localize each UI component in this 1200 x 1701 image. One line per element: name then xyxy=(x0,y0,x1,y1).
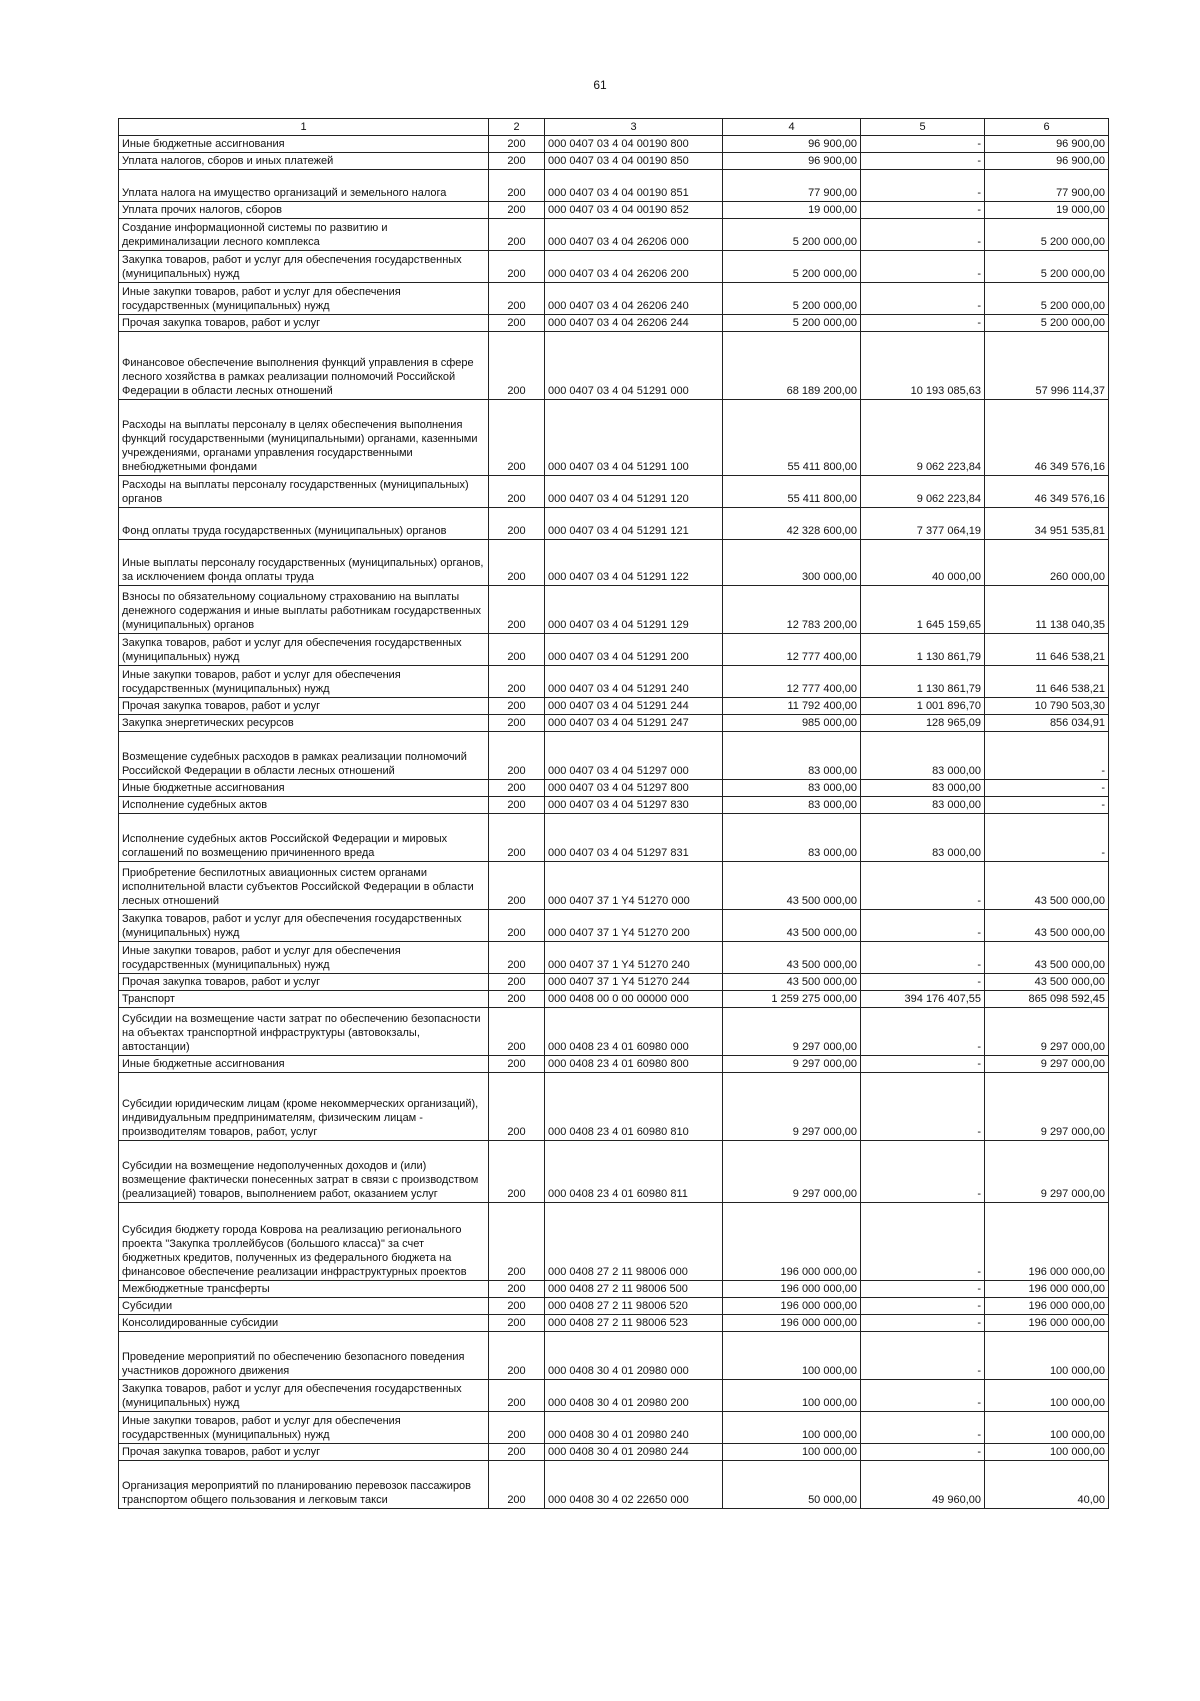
row-budget-line-cell: 000 0407 03 4 04 51291 247 xyxy=(545,715,723,732)
row-name-cell: Межбюджетные трансферты xyxy=(119,1281,489,1298)
row-column-6-cell: - xyxy=(985,797,1109,814)
row-code-cell: 200 xyxy=(489,715,545,732)
row-column-6-cell: 100 000,00 xyxy=(985,1332,1109,1380)
row-column-6-cell: 11 138 040,35 xyxy=(985,586,1109,634)
row-column-5-cell: - xyxy=(861,1444,985,1461)
row-code-cell: 200 xyxy=(489,780,545,797)
table-row xyxy=(119,715,1109,732)
row-code-cell: 200 xyxy=(489,1141,545,1203)
row-name-cell: Прочая закупка товаров, работ и услуг xyxy=(119,974,489,991)
row-name-cell: Взносы по обязательному социальному страхованию на выплаты денежного содержания и иные выплаты работникам государственных (муниципальных) органов xyxy=(119,586,489,634)
row-column-6-cell: - xyxy=(985,814,1109,862)
table-row xyxy=(119,732,1109,780)
row-column-6-cell: 5 200 000,00 xyxy=(985,283,1109,315)
row-name-cell: Прочая закупка товаров, работ и услуг xyxy=(119,1444,489,1461)
row-name-cell: Иные бюджетные ассигнования xyxy=(119,780,489,797)
row-column-6-cell: 196 000 000,00 xyxy=(985,1315,1109,1332)
row-name-cell: Уплата налога на имущество организаций и земельного налога xyxy=(119,170,489,202)
row-column-5-cell: 83 000,00 xyxy=(861,814,985,862)
table-row xyxy=(119,1332,1109,1380)
row-budget-line-cell: 000 0407 03 4 04 51291 122 xyxy=(545,540,723,586)
table-row xyxy=(119,634,1109,666)
row-column-6-cell: 46 349 576,16 xyxy=(985,476,1109,508)
row-column-4-cell: 196 000 000,00 xyxy=(723,1281,861,1298)
row-name-cell: Консолидированные субсидии xyxy=(119,1315,489,1332)
row-column-4-cell: 9 297 000,00 xyxy=(723,1073,861,1141)
row-name-cell: Закупка товаров, работ и услуг для обеспечения государственных (муниципальных) нужд xyxy=(119,634,489,666)
table-row xyxy=(119,1073,1109,1141)
row-column-5-cell: 10 193 085,63 xyxy=(861,332,985,400)
table-row xyxy=(119,797,1109,814)
row-code-cell: 200 xyxy=(489,974,545,991)
row-column-6-cell: 46 349 576,16 xyxy=(985,400,1109,476)
row-budget-line-cell: 000 0407 03 4 04 00190 850 xyxy=(545,153,723,170)
table-row xyxy=(119,698,1109,715)
row-column-4-cell: 9 297 000,00 xyxy=(723,1141,861,1203)
row-column-5-cell: 9 062 223,84 xyxy=(861,476,985,508)
row-column-4-cell: 43 500 000,00 xyxy=(723,862,861,910)
row-code-cell: 200 xyxy=(489,942,545,974)
row-code-cell: 200 xyxy=(489,1056,545,1073)
row-code-cell: 200 xyxy=(489,153,545,170)
table-row xyxy=(119,1056,1109,1073)
row-column-4-cell: 77 900,00 xyxy=(723,170,861,202)
row-code-cell: 200 xyxy=(489,1008,545,1056)
row-code-cell: 200 xyxy=(489,1315,545,1332)
row-column-5-cell: - xyxy=(861,1281,985,1298)
row-budget-line-cell: 000 0407 37 1 Y4 51270 240 xyxy=(545,942,723,974)
row-column-6-cell: 100 000,00 xyxy=(985,1444,1109,1461)
row-column-6-cell: 5 200 000,00 xyxy=(985,315,1109,332)
row-budget-line-cell: 000 0408 30 4 01 20980 000 xyxy=(545,1332,723,1380)
row-column-5-cell: - xyxy=(861,862,985,910)
table-row xyxy=(119,1461,1109,1509)
row-column-4-cell: 68 189 200,00 xyxy=(723,332,861,400)
column-header: 3 xyxy=(545,119,723,136)
row-code-cell: 200 xyxy=(489,400,545,476)
row-code-cell: 200 xyxy=(489,666,545,698)
row-column-5-cell: 1 130 861,79 xyxy=(861,634,985,666)
row-name-cell: Иные закупки товаров, работ и услуг для обеспечения государственных (муниципальных) нужд xyxy=(119,283,489,315)
row-budget-line-cell: 000 0407 03 4 04 00190 800 xyxy=(545,136,723,153)
row-column-5-cell: - xyxy=(861,251,985,283)
row-column-4-cell: 196 000 000,00 xyxy=(723,1203,861,1281)
table-row xyxy=(119,1008,1109,1056)
table-row xyxy=(119,1380,1109,1412)
row-budget-line-cell: 000 0407 03 4 04 51291 120 xyxy=(545,476,723,508)
row-column-5-cell: 7 377 064,19 xyxy=(861,508,985,540)
row-code-cell: 200 xyxy=(489,1412,545,1444)
row-column-4-cell: 43 500 000,00 xyxy=(723,942,861,974)
row-name-cell: Закупка энергетических ресурсов xyxy=(119,715,489,732)
row-column-4-cell: 100 000,00 xyxy=(723,1332,861,1380)
row-column-4-cell: 19 000,00 xyxy=(723,202,861,219)
row-budget-line-cell: 000 0407 03 4 04 26206 240 xyxy=(545,283,723,315)
row-column-6-cell: 5 200 000,00 xyxy=(985,251,1109,283)
row-code-cell: 200 xyxy=(489,332,545,400)
row-column-4-cell: 96 900,00 xyxy=(723,136,861,153)
row-budget-line-cell: 000 0407 03 4 04 51291 121 xyxy=(545,508,723,540)
row-code-cell: 200 xyxy=(489,732,545,780)
row-column-5-cell: 83 000,00 xyxy=(861,732,985,780)
row-budget-line-cell: 000 0407 03 4 04 51297 800 xyxy=(545,780,723,797)
table-row xyxy=(119,283,1109,315)
row-code-cell: 200 xyxy=(489,698,545,715)
row-column-5-cell: - xyxy=(861,1008,985,1056)
row-budget-line-cell: 000 0407 03 4 04 51297 000 xyxy=(545,732,723,780)
row-budget-line-cell: 000 0407 37 1 Y4 51270 200 xyxy=(545,910,723,942)
table-row xyxy=(119,942,1109,974)
row-column-6-cell: 43 500 000,00 xyxy=(985,862,1109,910)
row-column-4-cell: 100 000,00 xyxy=(723,1412,861,1444)
row-column-5-cell: - xyxy=(861,315,985,332)
row-column-5-cell: - xyxy=(861,1056,985,1073)
row-budget-line-cell: 000 0408 27 2 11 98006 523 xyxy=(545,1315,723,1332)
row-budget-line-cell: 000 0407 03 4 04 26206 244 xyxy=(545,315,723,332)
row-name-cell: Иные бюджетные ассигнования xyxy=(119,1056,489,1073)
page-number: 61 xyxy=(593,78,607,92)
table-row xyxy=(119,251,1109,283)
row-column-5-cell: - xyxy=(861,1332,985,1380)
row-name-cell: Расходы на выплаты персоналу в целях обеспечения выполнения функций государственными (муниципальными) органами, казенными учреждениями, органами управления государственными внебюджетными фондами xyxy=(119,400,489,476)
row-column-5-cell: - xyxy=(861,1315,985,1332)
row-column-4-cell: 196 000 000,00 xyxy=(723,1298,861,1315)
row-budget-line-cell: 000 0407 03 4 04 51297 831 xyxy=(545,814,723,862)
table-row xyxy=(119,991,1109,1008)
row-column-4-cell: 196 000 000,00 xyxy=(723,1315,861,1332)
row-column-6-cell: 19 000,00 xyxy=(985,202,1109,219)
row-column-5-cell: 1 130 861,79 xyxy=(861,666,985,698)
row-column-6-cell: 9 297 000,00 xyxy=(985,1056,1109,1073)
table-row xyxy=(119,332,1109,400)
row-code-cell: 200 xyxy=(489,315,545,332)
row-column-5-cell: 83 000,00 xyxy=(861,797,985,814)
row-name-cell: Фонд оплаты труда государственных (муниципальных) органов xyxy=(119,508,489,540)
row-column-4-cell: 5 200 000,00 xyxy=(723,251,861,283)
row-column-5-cell: 1 645 159,65 xyxy=(861,586,985,634)
table-row xyxy=(119,1444,1109,1461)
row-column-5-cell: - xyxy=(861,942,985,974)
table-row xyxy=(119,540,1109,586)
row-column-6-cell: 57 996 114,37 xyxy=(985,332,1109,400)
column-header: 6 xyxy=(985,119,1109,136)
row-column-5-cell: 83 000,00 xyxy=(861,780,985,797)
row-column-4-cell: 5 200 000,00 xyxy=(723,315,861,332)
row-column-4-cell: 300 000,00 xyxy=(723,540,861,586)
row-column-5-cell: - xyxy=(861,1380,985,1412)
row-budget-line-cell: 000 0408 00 0 00 00000 000 xyxy=(545,991,723,1008)
row-column-4-cell: 12 777 400,00 xyxy=(723,634,861,666)
row-name-cell: Субсидии xyxy=(119,1298,489,1315)
row-budget-line-cell: 000 0407 37 1 Y4 51270 000 xyxy=(545,862,723,910)
table-row xyxy=(119,586,1109,634)
row-column-5-cell: - xyxy=(861,202,985,219)
table-header-row xyxy=(119,119,1109,136)
row-code-cell: 200 xyxy=(489,862,545,910)
row-column-6-cell: 865 098 592,45 xyxy=(985,991,1109,1008)
budget-table xyxy=(118,118,1109,1509)
row-budget-line-cell: 000 0408 23 4 01 60980 811 xyxy=(545,1141,723,1203)
table-row xyxy=(119,202,1109,219)
row-column-4-cell: 83 000,00 xyxy=(723,732,861,780)
row-code-cell: 200 xyxy=(489,1380,545,1412)
row-column-5-cell: - xyxy=(861,1412,985,1444)
row-budget-line-cell: 000 0407 37 1 Y4 51270 244 xyxy=(545,974,723,991)
row-name-cell: Иные закупки товаров, работ и услуг для обеспечения государственных (муниципальных) нужд xyxy=(119,666,489,698)
row-column-4-cell: 5 200 000,00 xyxy=(723,219,861,251)
row-column-5-cell: - xyxy=(861,136,985,153)
row-column-6-cell: 196 000 000,00 xyxy=(985,1298,1109,1315)
row-column-6-cell: 260 000,00 xyxy=(985,540,1109,586)
row-column-6-cell: 34 951 535,81 xyxy=(985,508,1109,540)
row-column-6-cell: 43 500 000,00 xyxy=(985,974,1109,991)
row-code-cell: 200 xyxy=(489,634,545,666)
row-budget-line-cell: 000 0408 23 4 01 60980 000 xyxy=(545,1008,723,1056)
row-column-4-cell: 55 411 800,00 xyxy=(723,476,861,508)
row-column-5-cell: 1 001 896,70 xyxy=(861,698,985,715)
row-code-cell: 200 xyxy=(489,170,545,202)
table-row xyxy=(119,780,1109,797)
row-column-5-cell: 394 176 407,55 xyxy=(861,991,985,1008)
row-code-cell: 200 xyxy=(489,1461,545,1509)
row-budget-line-cell: 000 0407 03 4 04 26206 200 xyxy=(545,251,723,283)
table-row xyxy=(119,400,1109,476)
row-code-cell: 200 xyxy=(489,1203,545,1281)
row-name-cell: Иные бюджетные ассигнования xyxy=(119,136,489,153)
row-name-cell: Закупка товаров, работ и услуг для обеспечения государственных (муниципальных) нужд xyxy=(119,1380,489,1412)
table-row xyxy=(119,1315,1109,1332)
row-column-6-cell: 9 297 000,00 xyxy=(985,1141,1109,1203)
table-row xyxy=(119,170,1109,202)
row-column-5-cell: - xyxy=(861,170,985,202)
row-column-4-cell: 83 000,00 xyxy=(723,797,861,814)
row-code-cell: 200 xyxy=(489,136,545,153)
row-code-cell: 200 xyxy=(489,219,545,251)
row-column-5-cell: - xyxy=(861,974,985,991)
row-budget-line-cell: 000 0408 27 2 11 98006 500 xyxy=(545,1281,723,1298)
row-column-4-cell: 42 328 600,00 xyxy=(723,508,861,540)
row-code-cell: 200 xyxy=(489,1332,545,1380)
table-row xyxy=(119,136,1109,153)
row-column-6-cell: 196 000 000,00 xyxy=(985,1281,1109,1298)
row-name-cell: Исполнение судебных актов Российской Федерации и мировых соглашений по возмещению причиненного вреда xyxy=(119,814,489,862)
row-budget-line-cell: 000 0408 30 4 01 20980 240 xyxy=(545,1412,723,1444)
row-column-4-cell: 100 000,00 xyxy=(723,1380,861,1412)
row-budget-line-cell: 000 0407 03 4 04 51291 100 xyxy=(545,400,723,476)
row-budget-line-cell: 000 0407 03 4 04 00190 851 xyxy=(545,170,723,202)
row-column-5-cell: - xyxy=(861,219,985,251)
row-name-cell: Создание информационной системы по развитию и декриминализации лесного комплекса xyxy=(119,219,489,251)
row-column-6-cell: - xyxy=(985,732,1109,780)
row-column-4-cell: 9 297 000,00 xyxy=(723,1008,861,1056)
row-name-cell: Проведение мероприятий по обеспечению безопасного поведения участников дорожного движения xyxy=(119,1332,489,1380)
row-name-cell: Исполнение судебных актов xyxy=(119,797,489,814)
row-name-cell: Уплата прочих налогов, сборов xyxy=(119,202,489,219)
row-column-4-cell: 43 500 000,00 xyxy=(723,910,861,942)
table-row xyxy=(119,814,1109,862)
row-name-cell: Организация мероприятий по планированию перевозок пассажиров транспортом общего пользования и легковым такси xyxy=(119,1461,489,1509)
row-column-4-cell: 83 000,00 xyxy=(723,814,861,862)
row-code-cell: 200 xyxy=(489,797,545,814)
row-name-cell: Субсидии на возмещение части затрат по обеспечению безопасности на объектах транспортной инфраструктуры (автовокзалы, автостанции) xyxy=(119,1008,489,1056)
row-code-cell: 200 xyxy=(489,910,545,942)
column-header: 2 xyxy=(489,119,545,136)
row-column-5-cell: - xyxy=(861,1298,985,1315)
row-column-4-cell: 55 411 800,00 xyxy=(723,400,861,476)
row-column-6-cell: 11 646 538,21 xyxy=(985,666,1109,698)
row-budget-line-cell: 000 0407 03 4 04 51297 830 xyxy=(545,797,723,814)
table-row xyxy=(119,1141,1109,1203)
row-column-5-cell: - xyxy=(861,153,985,170)
table-row xyxy=(119,219,1109,251)
row-code-cell: 200 xyxy=(489,202,545,219)
row-column-6-cell: 77 900,00 xyxy=(985,170,1109,202)
row-column-6-cell: 9 297 000,00 xyxy=(985,1073,1109,1141)
row-budget-line-cell: 000 0407 03 4 04 51291 129 xyxy=(545,586,723,634)
row-column-5-cell: - xyxy=(861,1141,985,1203)
row-name-cell: Приобретение беспилотных авиационных систем органами исполнительной власти субъектов Российской Федерации в области лесных отношений xyxy=(119,862,489,910)
row-column-6-cell: 43 500 000,00 xyxy=(985,942,1109,974)
row-column-5-cell: - xyxy=(861,283,985,315)
table-row xyxy=(119,862,1109,910)
row-budget-line-cell: 000 0407 03 4 04 51291 240 xyxy=(545,666,723,698)
row-column-4-cell: 100 000,00 xyxy=(723,1444,861,1461)
row-column-6-cell: - xyxy=(985,780,1109,797)
row-code-cell: 200 xyxy=(489,586,545,634)
row-column-6-cell: 196 000 000,00 xyxy=(985,1203,1109,1281)
row-column-4-cell: 12 777 400,00 xyxy=(723,666,861,698)
row-budget-line-cell: 000 0408 30 4 01 20980 244 xyxy=(545,1444,723,1461)
row-code-cell: 200 xyxy=(489,814,545,862)
table-row xyxy=(119,910,1109,942)
table-row xyxy=(119,476,1109,508)
row-name-cell: Транспорт xyxy=(119,991,489,1008)
row-column-4-cell: 11 792 400,00 xyxy=(723,698,861,715)
table-row xyxy=(119,153,1109,170)
table-row xyxy=(119,1203,1109,1281)
row-column-4-cell: 83 000,00 xyxy=(723,780,861,797)
table-row xyxy=(119,1281,1109,1298)
row-budget-line-cell: 000 0407 03 4 04 51291 200 xyxy=(545,634,723,666)
row-column-5-cell: - xyxy=(861,1073,985,1141)
column-header: 4 xyxy=(723,119,861,136)
row-budget-line-cell: 000 0408 30 4 01 20980 200 xyxy=(545,1380,723,1412)
row-column-4-cell: 5 200 000,00 xyxy=(723,283,861,315)
table-row xyxy=(119,974,1109,991)
row-budget-line-cell: 000 0407 03 4 04 00190 852 xyxy=(545,202,723,219)
row-budget-line-cell: 000 0408 23 4 01 60980 800 xyxy=(545,1056,723,1073)
row-column-5-cell: 128 965,09 xyxy=(861,715,985,732)
table-row xyxy=(119,315,1109,332)
row-name-cell: Иные закупки товаров, работ и услуг для обеспечения государственных (муниципальных) нужд xyxy=(119,1412,489,1444)
row-budget-line-cell: 000 0407 03 4 04 51291 000 xyxy=(545,332,723,400)
table-row xyxy=(119,666,1109,698)
row-column-5-cell: 40 000,00 xyxy=(861,540,985,586)
row-code-cell: 200 xyxy=(489,1444,545,1461)
row-name-cell: Субсидии юридическим лицам (кроме некоммерческих организаций), индивидуальным предпринимателям, физическим лицам - производителям товаров, работ, услуг xyxy=(119,1073,489,1141)
row-column-4-cell: 50 000,00 xyxy=(723,1461,861,1509)
row-name-cell: Закупка товаров, работ и услуг для обеспечения государственных (муниципальных) нужд xyxy=(119,251,489,283)
table-row xyxy=(119,508,1109,540)
row-budget-line-cell: 000 0407 03 4 04 26206 000 xyxy=(545,219,723,251)
row-code-cell: 200 xyxy=(489,1073,545,1141)
row-column-5-cell: - xyxy=(861,1203,985,1281)
column-header: 5 xyxy=(861,119,985,136)
row-budget-line-cell: 000 0407 03 4 04 51291 244 xyxy=(545,698,723,715)
row-column-5-cell: - xyxy=(861,910,985,942)
row-column-6-cell: 10 790 503,30 xyxy=(985,698,1109,715)
row-name-cell: Иные выплаты персоналу государственных (муниципальных) органов, за исключением фонда оплаты труда xyxy=(119,540,489,586)
row-name-cell: Субсидии на возмещение недополученных доходов и (или) возмещение фактически понесенных затрат в связи с производством (реализацией) товаров, выполнением работ, оказанием услуг xyxy=(119,1141,489,1203)
row-name-cell: Возмещение судебных расходов в рамках реализации полномочий Российской Федерации в области лесных отношений xyxy=(119,732,489,780)
column-header: 1 xyxy=(119,119,489,136)
row-column-6-cell: 9 297 000,00 xyxy=(985,1008,1109,1056)
row-budget-line-cell: 000 0408 30 4 02 22650 000 xyxy=(545,1461,723,1509)
row-column-6-cell: 11 646 538,21 xyxy=(985,634,1109,666)
table-row xyxy=(119,1298,1109,1315)
row-name-cell: Иные закупки товаров, работ и услуг для обеспечения государственных (муниципальных) нужд xyxy=(119,942,489,974)
row-name-cell: Уплата налогов, сборов и иных платежей xyxy=(119,153,489,170)
row-column-4-cell: 1 259 275 000,00 xyxy=(723,991,861,1008)
row-name-cell: Расходы на выплаты персоналу государственных (муниципальных) органов xyxy=(119,476,489,508)
row-code-cell: 200 xyxy=(489,508,545,540)
row-column-6-cell: 100 000,00 xyxy=(985,1412,1109,1444)
row-name-cell: Закупка товаров, работ и услуг для обеспечения государственных (муниципальных) нужд xyxy=(119,910,489,942)
row-code-cell: 200 xyxy=(489,476,545,508)
row-column-6-cell: 856 034,91 xyxy=(985,715,1109,732)
row-column-5-cell: 49 960,00 xyxy=(861,1461,985,1509)
row-column-6-cell: 43 500 000,00 xyxy=(985,910,1109,942)
row-budget-line-cell: 000 0408 23 4 01 60980 810 xyxy=(545,1073,723,1141)
row-name-cell: Прочая закупка товаров, работ и услуг xyxy=(119,315,489,332)
row-code-cell: 200 xyxy=(489,1281,545,1298)
row-column-4-cell: 9 297 000,00 xyxy=(723,1056,861,1073)
row-column-6-cell: 40,00 xyxy=(985,1461,1109,1509)
row-name-cell: Финансовое обеспечение выполнения функций управления в сфере лесного хозяйства в рамках реализации полномочий Российской Федерации в области лесных отношений xyxy=(119,332,489,400)
row-column-4-cell: 12 783 200,00 xyxy=(723,586,861,634)
row-column-4-cell: 985 000,00 xyxy=(723,715,861,732)
row-column-6-cell: 100 000,00 xyxy=(985,1380,1109,1412)
row-budget-line-cell: 000 0408 27 2 11 98006 000 xyxy=(545,1203,723,1281)
row-code-cell: 200 xyxy=(489,283,545,315)
row-column-5-cell: 9 062 223,84 xyxy=(861,400,985,476)
row-budget-line-cell: 000 0408 27 2 11 98006 520 xyxy=(545,1298,723,1315)
table-row xyxy=(119,1412,1109,1444)
row-name-cell: Субсидия бюджету города Коврова на реализацию регионального проекта "Закупка троллейбусов (большого класса)" за счет бюджетных кредитов, полученных из федерального бюджета на финансовое обеспечение реализации инфраструктурных проектов xyxy=(119,1203,489,1281)
row-column-4-cell: 43 500 000,00 xyxy=(723,974,861,991)
row-name-cell: Прочая закупка товаров, работ и услуг xyxy=(119,698,489,715)
row-code-cell: 200 xyxy=(489,991,545,1008)
row-column-6-cell: 96 900,00 xyxy=(985,153,1109,170)
row-code-cell: 200 xyxy=(489,251,545,283)
row-column-6-cell: 96 900,00 xyxy=(985,136,1109,153)
row-column-4-cell: 96 900,00 xyxy=(723,153,861,170)
row-code-cell: 200 xyxy=(489,540,545,586)
row-code-cell: 200 xyxy=(489,1298,545,1315)
row-column-6-cell: 5 200 000,00 xyxy=(985,219,1109,251)
